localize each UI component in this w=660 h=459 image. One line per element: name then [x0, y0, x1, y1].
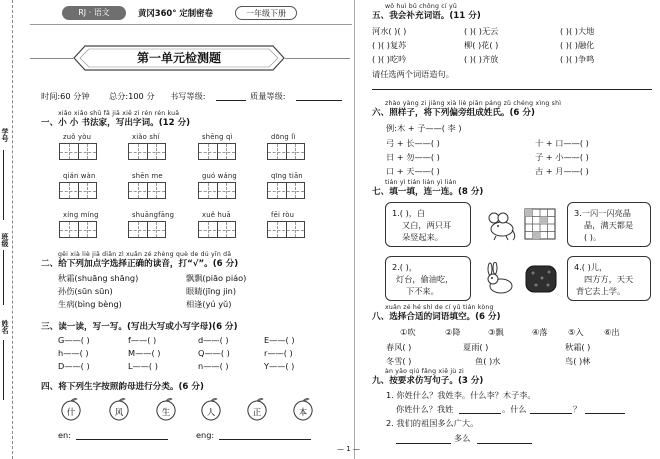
s9-example-1: 1. 你姓什么？我姓李。什么李？木子李。 — [386, 390, 536, 400]
rabbit-picture[interactable] — [484, 262, 518, 296]
s7-riddle-3: 3.一闪一闪亮晶 晶，满天都是 ( )。 — [567, 202, 651, 247]
s7-riddle-2: 2.( )， 灯台，偷油吃， 下不来。 — [385, 256, 471, 301]
side-label-name: 姓名 — [1, 320, 9, 334]
s3-letter-item[interactable]: f——( ) — [128, 335, 157, 345]
s1-writing-box[interactable] — [128, 221, 166, 238]
s9-blank-5[interactable] — [477, 443, 532, 444]
s1-writing-box[interactable] — [198, 182, 236, 199]
s8-option: ②降 — [445, 327, 461, 337]
binding-line — [12, 0, 13, 459]
s1-writing-box[interactable] — [59, 143, 97, 160]
info-time: 时间:60 分钟 — [41, 91, 90, 101]
s5-sentence-blank[interactable] — [372, 89, 652, 90]
s9-pinyin: àn yāo qiú fǎng xiě jù zi — [385, 368, 464, 375]
header-pill-grade: 一年级下册 — [235, 6, 297, 20]
s1-pinyin-prompt: shēn me — [132, 172, 163, 180]
s4-eng-label: eng: — [196, 430, 215, 440]
s6-example: 例:木 + 子——( 李 ) — [386, 123, 462, 133]
s3-letter-item[interactable]: M——( ) — [128, 348, 161, 358]
s1-pinyin-prompt: qián wàn — [63, 172, 96, 180]
s1-writing-box[interactable] — [198, 143, 236, 160]
s7-title: 七、填一填，连一连。(8 分) — [372, 187, 484, 197]
s3-letter-item[interactable]: E——( ) — [264, 335, 295, 345]
s8-option: ⑥出 — [604, 327, 620, 337]
s6-right-item[interactable]: 子 + 小——( ) — [535, 152, 589, 162]
s9-prompt-1b: 。什么 — [502, 404, 527, 414]
s4-character-peach: 人 — [200, 398, 222, 421]
info-score: 总分:100 分 — [109, 91, 155, 101]
s8-option: ③飘 — [488, 327, 504, 337]
s1-writing-box[interactable] — [267, 221, 305, 238]
s1-pinyin: xiǎo xiǎo shū fǎ jiā xiě zì rén rén kuā — [58, 110, 180, 117]
page-title: 第一单元检测题 — [136, 51, 221, 65]
s7-pinyin: tián yì tián lián yì lián — [385, 179, 457, 186]
s1-pinyin-prompt: xuě huā — [202, 211, 231, 219]
s8-option: ①吹 — [400, 327, 416, 337]
side-label-class: 班级 — [1, 233, 9, 247]
s3-letter-item[interactable]: r——( ) — [264, 348, 293, 358]
s1-writing-box[interactable] — [128, 182, 166, 199]
s6-left-item[interactable]: 日 + 勿——( ) — [386, 152, 440, 162]
mouse-picture[interactable] — [484, 208, 518, 242]
s8-title: 八、选择合适的词语填空。(6 分) — [372, 312, 501, 322]
s5-word-item[interactable]: ( )( )大地 — [560, 26, 595, 36]
column-divider — [354, 0, 355, 459]
s3-letter-item[interactable]: Y——( ) — [264, 361, 295, 371]
s3-title: 三、读一读，写一写。(写出大写或小写字母)(6 分) — [41, 322, 238, 332]
s1-writing-box[interactable] — [59, 221, 97, 238]
s8-item[interactable]: 鸟( )林 — [565, 356, 591, 366]
side-label-student-id: 学号 — [1, 128, 9, 142]
s9-prompt-1c: ？ — [573, 404, 582, 414]
s4-character-peach: 本 — [292, 398, 314, 421]
header-rule — [30, 24, 352, 25]
title-rule-left — [30, 58, 73, 59]
s1-writing-box[interactable] — [267, 143, 305, 160]
quality-grade-blank[interactable] — [296, 100, 342, 101]
s4-title: 四、将下列生字按照韵母进行分类。(6 分) — [41, 382, 204, 392]
s2-item[interactable]: 眼睛(jīng jin) — [186, 286, 237, 296]
s2-title: 二、给下列加点字选择正确的读音，打“√”。(6 分) — [41, 259, 239, 269]
s5-title: 五、我会补充词语。(11 分) — [372, 11, 481, 21]
s5-pinyin: wǒ huì bǔ chōng cí yǔ — [385, 3, 457, 10]
s2-item[interactable]: 秋霜(shuāng shāng) — [58, 273, 139, 283]
s4-en-blank[interactable] — [76, 439, 168, 440]
s8-item[interactable]: 鱼( )水 — [475, 356, 501, 366]
writing-grade-blank[interactable] — [216, 100, 246, 101]
s1-pinyin-prompt: xíng míng — [63, 211, 99, 219]
s6-right-item[interactable]: 古 + 月——( ) — [535, 166, 589, 176]
s1-writing-box[interactable] — [267, 182, 305, 199]
s1-writing-box[interactable] — [59, 182, 97, 199]
s6-pinyin: zhào yàng zi jiāng xià liè piān páng zǔ chéng xìng shì — [385, 100, 562, 107]
s5-word-item[interactable]: ( )( )复苏 — [372, 40, 407, 50]
s3-letter-item[interactable]: G——( ) — [58, 335, 90, 345]
s8-item[interactable]: 夏雨( ) — [463, 342, 489, 352]
s4-character-peach: 什 — [60, 398, 82, 421]
s3-letter-item[interactable]: D——( ) — [58, 361, 90, 371]
s5-word-item[interactable]: 河水( )( ) — [372, 26, 407, 36]
s7-riddle-1: 1.( )，白 又白，两只耳 朵竖起来。 — [385, 202, 471, 247]
header-pill-subject: RJ · 语文 — [62, 6, 126, 20]
title-banner — [73, 45, 285, 71]
star-grid-picture[interactable] — [523, 207, 557, 241]
s1-pinyin-prompt: shuāngfāng — [132, 211, 175, 219]
s1-pinyin-prompt: zuǒ yòu — [63, 133, 92, 141]
s8-item[interactable]: 秋霜( ) — [565, 342, 591, 352]
s4-character-peach: 生 — [155, 398, 177, 421]
s1-pinyin-prompt: dōng lì — [271, 133, 296, 141]
s6-title: 六、照样子，将下列偏旁组成姓氏。(6 分) — [372, 108, 535, 118]
s9-title: 九、按要求仿写句子。(3 分) — [372, 376, 484, 386]
s2-item[interactable]: 飘飘(piāo piáo) — [186, 273, 247, 283]
s4-character-peach: 正 — [246, 398, 268, 421]
s9-blank-4[interactable] — [396, 443, 451, 444]
s5-word-item[interactable]: ( )( )融化 — [560, 40, 595, 50]
s8-item[interactable]: 春风( ) — [386, 342, 412, 352]
schoolbag-picture[interactable] — [523, 261, 559, 295]
s8-option: ⑤入 — [568, 327, 584, 337]
s3-letter-item[interactable]: h——( ) — [58, 348, 89, 358]
s9-blank-3[interactable] — [585, 413, 625, 414]
s5-note: 请任选两个词语造句。 — [372, 69, 454, 79]
info-writing-grade: 书写等级: — [170, 91, 206, 101]
s8-pinyin: xuǎn zé hé shì de cí yǔ tián kòng — [385, 304, 494, 311]
s2-item[interactable]: 生病(bìng bèng) — [58, 299, 122, 309]
s9-prompt-1a: 你姓什么？我姓 — [396, 404, 454, 414]
s1-pinyin-prompt: guó wáng — [202, 172, 237, 180]
s1-pinyin-prompt: qīng tiān — [271, 172, 303, 180]
name-blank[interactable] — [3, 340, 4, 400]
s1-writing-box[interactable] — [198, 221, 236, 238]
s4-character-peach: 风 — [108, 398, 130, 421]
s6-right-item[interactable]: 十 + 口——( ) — [535, 138, 589, 148]
s8-option: ④落 — [532, 327, 548, 337]
s3-letter-item[interactable]: Q——( ) — [198, 348, 230, 358]
s5-word-item[interactable]: ( )( )争鸣 — [560, 54, 595, 64]
info-quality-grade: 质量等级: — [250, 91, 286, 101]
s1-title: 一、小 小 书法家，写出字词。(12 分) — [41, 118, 191, 128]
s6-left-item[interactable]: 口 + 天——( ) — [386, 166, 440, 176]
s2-item[interactable]: 相逢(yú yǔ) — [186, 299, 232, 309]
s5-word-item[interactable]: ( )( )吃吟 — [372, 54, 407, 64]
student-id-blank[interactable] — [3, 150, 4, 220]
s2-item[interactable]: 孙伤(sūn sūn) — [58, 286, 113, 296]
s1-pinyin-prompt: shēng qì — [202, 133, 233, 141]
class-blank[interactable] — [3, 250, 4, 305]
s7-riddle-4: 4.( )儿， 四方方，天天 背它去上学。 — [567, 256, 651, 301]
s3-letter-item[interactable]: d——( ) — [198, 335, 229, 345]
s4-en-label: en: — [58, 430, 71, 440]
s9-example-2: 2. 我们的祖国多么广大。 — [386, 418, 479, 428]
title-rule-right — [285, 58, 350, 59]
s5-word-item[interactable]: 柳( )花( ) — [464, 40, 499, 50]
s3-letter-item[interactable]: L——( ) — [128, 361, 158, 371]
s1-pinyin-prompt: xiǎo shí — [132, 133, 160, 141]
s9-prompt-2: 多么 — [454, 433, 471, 443]
s3-letter-item[interactable]: n——( ) — [198, 361, 229, 371]
s2-pinyin: gěi xià liè jiā diǎn zì xuǎn zé zhèng què de dú yīn dǎ — [58, 251, 232, 258]
s5-word-item[interactable]: ( )( )齐放 — [464, 54, 499, 64]
header-brand: 黄冈360° 定制密卷 — [138, 8, 213, 18]
page-number: — 1 — — [337, 445, 360, 453]
s1-writing-box[interactable] — [128, 143, 166, 160]
s6-left-item[interactable]: 弓 + 长——( ) — [386, 138, 440, 148]
s9-blank-2[interactable] — [530, 413, 572, 414]
s5-word-item[interactable]: ( )( )无云 — [464, 26, 499, 36]
s8-item[interactable]: 冬雪( ) — [386, 356, 412, 366]
s4-eng-blank[interactable] — [219, 439, 311, 440]
s1-pinyin-prompt: fēi ròu — [271, 211, 295, 219]
s9-blank-1[interactable] — [459, 413, 501, 414]
